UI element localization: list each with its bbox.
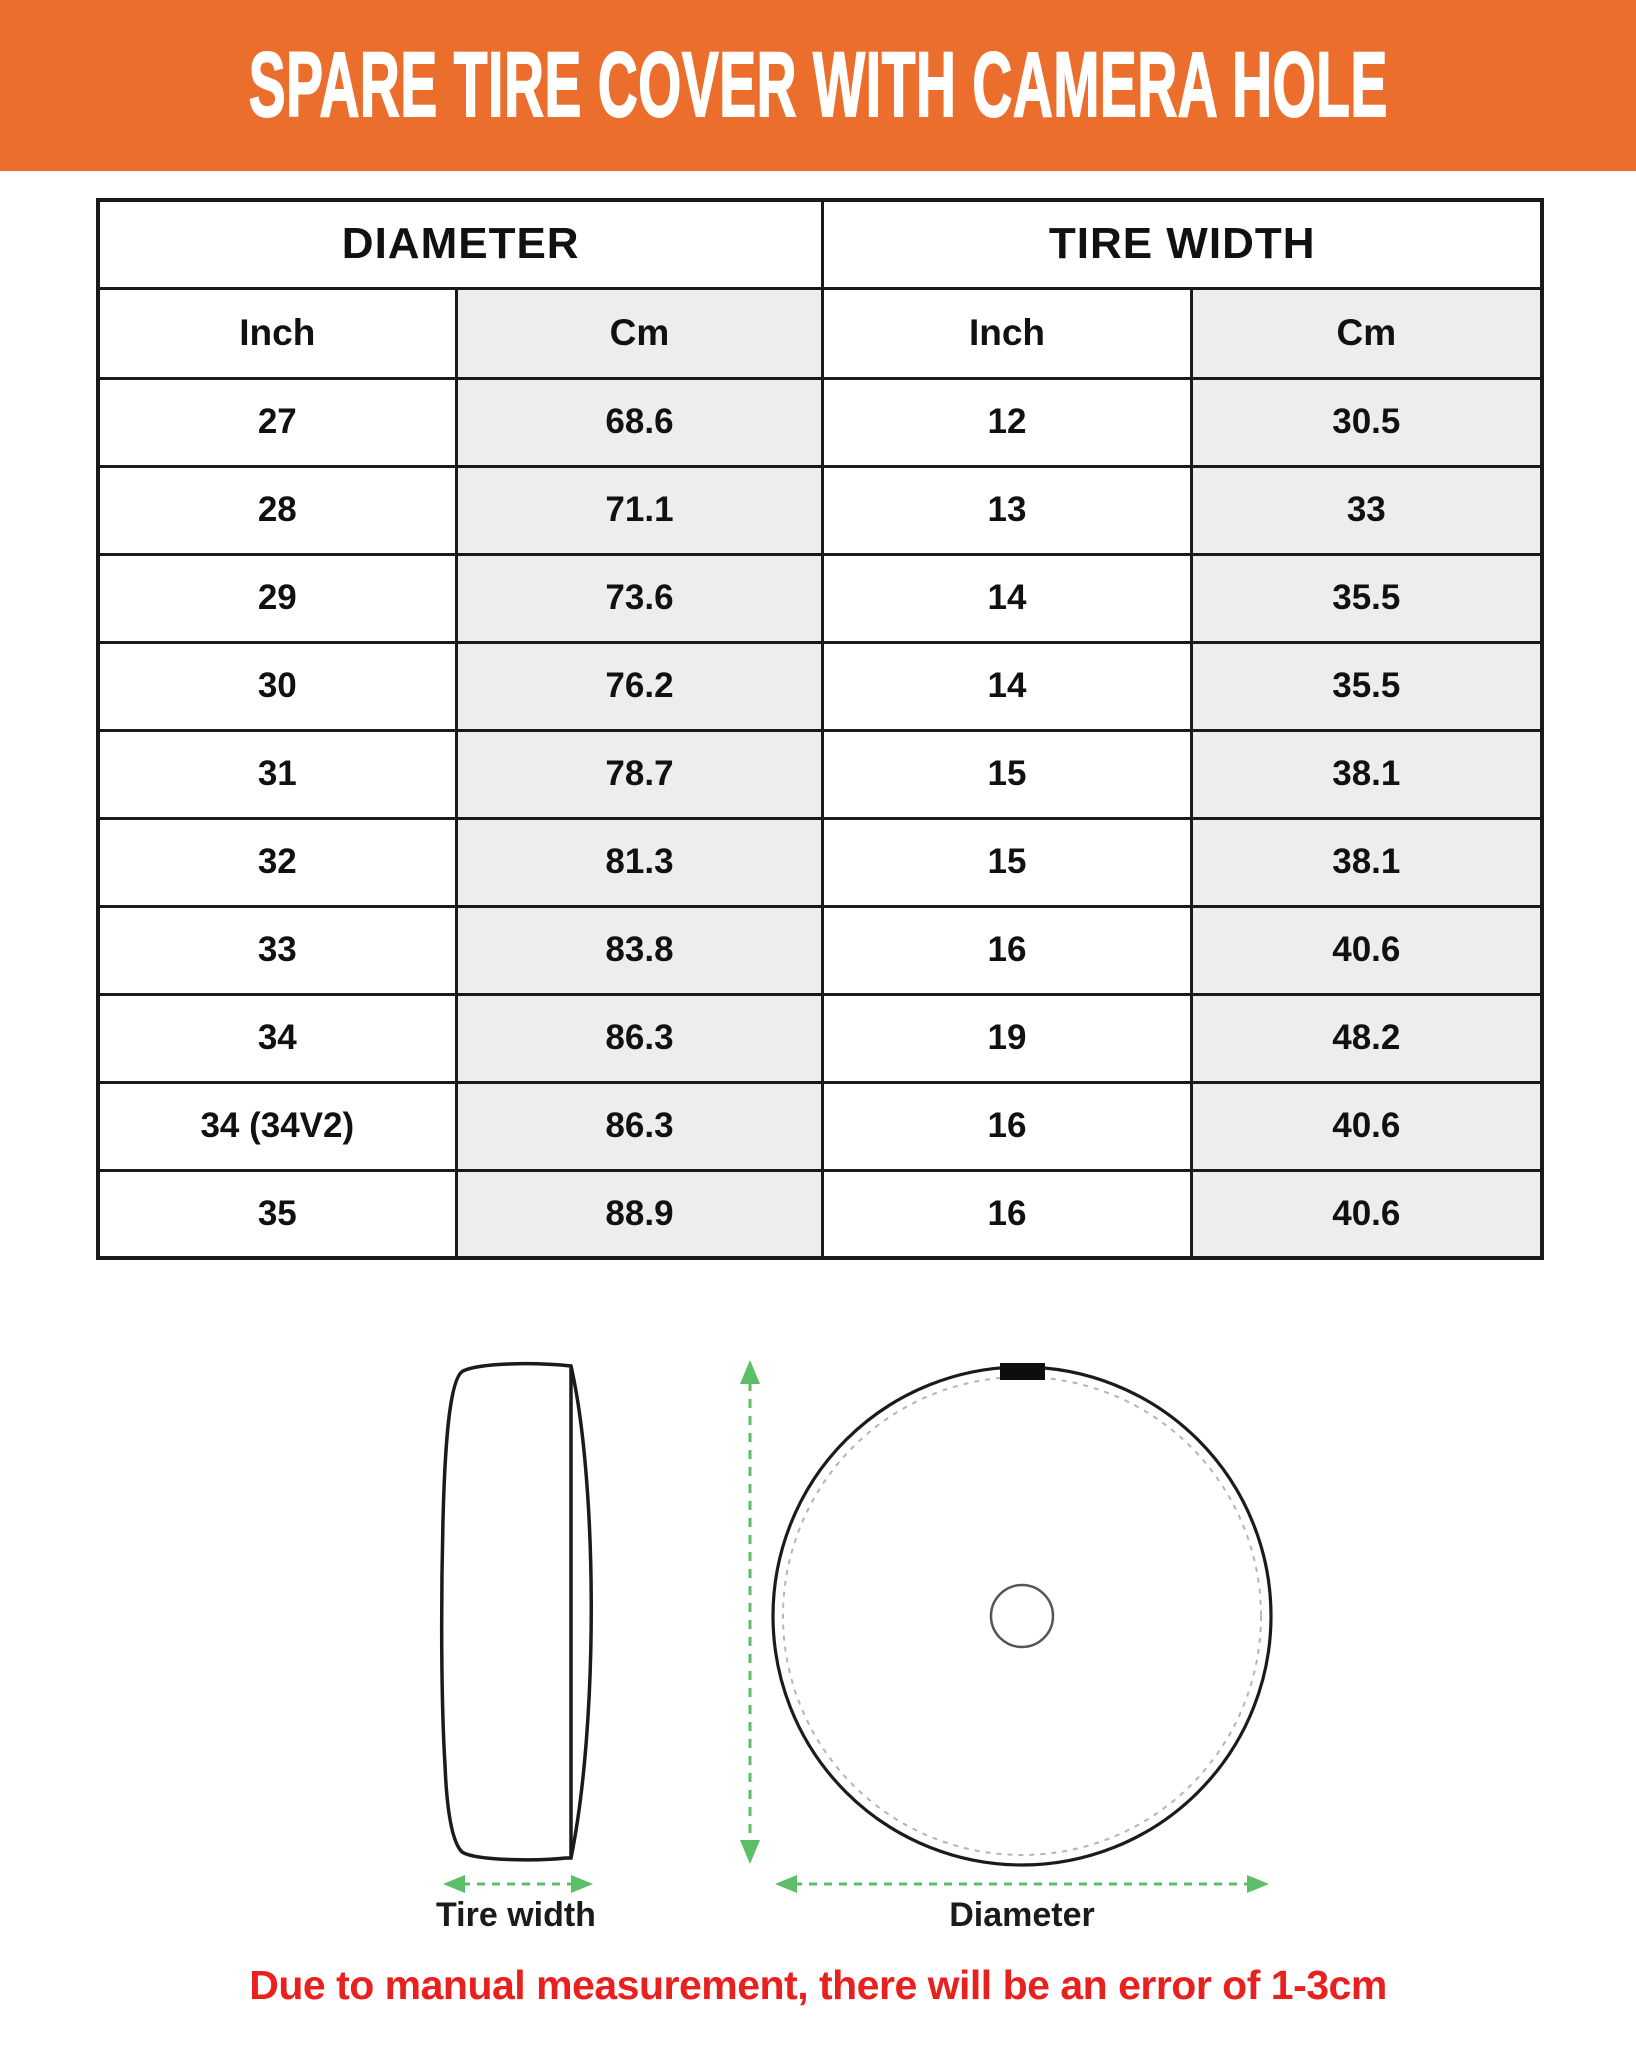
cell-diameter-cm: 73.6 xyxy=(456,554,823,642)
cell-diameter-cm: 86.3 xyxy=(456,1082,823,1170)
diameter-label: Diameter xyxy=(949,1896,1095,1934)
cell-width-cm: 30.5 xyxy=(1191,378,1542,466)
subheader-diameter-inch: Inch xyxy=(98,288,456,378)
cell-diameter-inch: 32 xyxy=(98,818,456,906)
cell-width-cm: 35.5 xyxy=(1191,642,1542,730)
table-row xyxy=(98,554,1542,642)
arrowhead-right-icon xyxy=(1247,1875,1269,1893)
horizontal-diameter-arrow xyxy=(775,1875,1269,1893)
cell-diameter-inch: 31 xyxy=(98,730,456,818)
table-row xyxy=(98,906,1542,994)
subheader-width-inch: Inch xyxy=(823,288,1191,378)
cell-width-cm: 33 xyxy=(1191,466,1542,554)
cell-width-inch: 19 xyxy=(823,994,1191,1082)
subheader-width-cm: Cm xyxy=(1191,288,1542,378)
arrowhead-left-icon xyxy=(775,1875,797,1893)
cell-width-inch: 15 xyxy=(823,818,1191,906)
table-row xyxy=(98,378,1542,466)
cell-width-cm: 38.1 xyxy=(1191,818,1542,906)
page-title: SPARE TIRE COVER WITH CAMERA HOLE xyxy=(248,34,1388,136)
cell-width-inch: 14 xyxy=(823,554,1191,642)
cell-diameter-inch: 34 (34V2) xyxy=(98,1082,456,1170)
cell-diameter-cm: 71.1 xyxy=(456,466,823,554)
table-row xyxy=(98,994,1542,1082)
subheader-diameter-cm: Cm xyxy=(456,288,823,378)
camera-hole-circle xyxy=(991,1585,1053,1647)
cell-diameter-cm: 68.6 xyxy=(456,378,823,466)
tire-width-label: Tire width xyxy=(436,1896,596,1934)
cell-width-cm: 40.6 xyxy=(1191,1170,1542,1258)
table-row xyxy=(98,818,1542,906)
cell-diameter-inch: 30 xyxy=(98,642,456,730)
cell-diameter-cm: 88.9 xyxy=(456,1170,823,1258)
cell-width-inch: 16 xyxy=(823,906,1191,994)
cell-diameter-cm: 76.2 xyxy=(456,642,823,730)
arrowhead-right-icon xyxy=(571,1875,593,1893)
arrowhead-up-icon xyxy=(740,1360,760,1384)
cell-diameter-cm: 78.7 xyxy=(456,730,823,818)
cell-width-inch: 16 xyxy=(823,1082,1191,1170)
arrowhead-down-icon xyxy=(740,1840,760,1864)
cell-width-cm: 35.5 xyxy=(1191,554,1542,642)
cell-width-cm: 40.6 xyxy=(1191,906,1542,994)
front-view-tire xyxy=(773,1363,1271,1865)
cell-diameter-cm: 83.8 xyxy=(456,906,823,994)
cell-width-inch: 13 xyxy=(823,466,1191,554)
cell-diameter-inch: 29 xyxy=(98,554,456,642)
table-row xyxy=(98,1082,1542,1170)
cell-diameter-inch: 33 xyxy=(98,906,456,994)
cell-width-cm: 48.2 xyxy=(1191,994,1542,1082)
table-subheader-row xyxy=(98,288,1542,378)
arrowhead-left-icon xyxy=(443,1875,465,1893)
diagram-svg xyxy=(0,1300,1636,1948)
cell-width-inch: 16 xyxy=(823,1170,1191,1258)
group-header-diameter: DIAMETER xyxy=(98,200,823,288)
top-strap-rect xyxy=(1000,1363,1045,1380)
cell-diameter-inch: 28 xyxy=(98,466,456,554)
table-row xyxy=(98,730,1542,818)
cell-diameter-inch: 27 xyxy=(98,378,456,466)
side-view-tire-outline xyxy=(442,1364,571,1860)
cell-width-inch: 14 xyxy=(823,642,1191,730)
side-view-tire xyxy=(442,1364,592,1860)
cell-width-inch: 12 xyxy=(823,378,1191,466)
header-banner xyxy=(0,0,1636,171)
cell-width-cm: 38.1 xyxy=(1191,730,1542,818)
table-row xyxy=(98,1170,1542,1258)
measurement-note: Due to manual measurement, there will be an error of 1-3cm xyxy=(249,1962,1387,2008)
size-table xyxy=(96,198,1544,1260)
cell-width-cm: 40.6 xyxy=(1191,1082,1542,1170)
cell-diameter-cm: 81.3 xyxy=(456,818,823,906)
table-row xyxy=(98,466,1542,554)
table-group-header-row xyxy=(98,200,1542,288)
cell-diameter-inch: 35 xyxy=(98,1170,456,1258)
vertical-diameter-arrow xyxy=(740,1360,760,1864)
tire-width-arrow xyxy=(443,1875,593,1893)
side-view-tread-edge xyxy=(571,1366,591,1858)
cell-diameter-cm: 86.3 xyxy=(456,994,823,1082)
cell-width-inch: 15 xyxy=(823,730,1191,818)
table-row xyxy=(98,642,1542,730)
cell-diameter-inch: 34 xyxy=(98,994,456,1082)
group-header-tire-width: TIRE WIDTH xyxy=(823,200,1542,288)
